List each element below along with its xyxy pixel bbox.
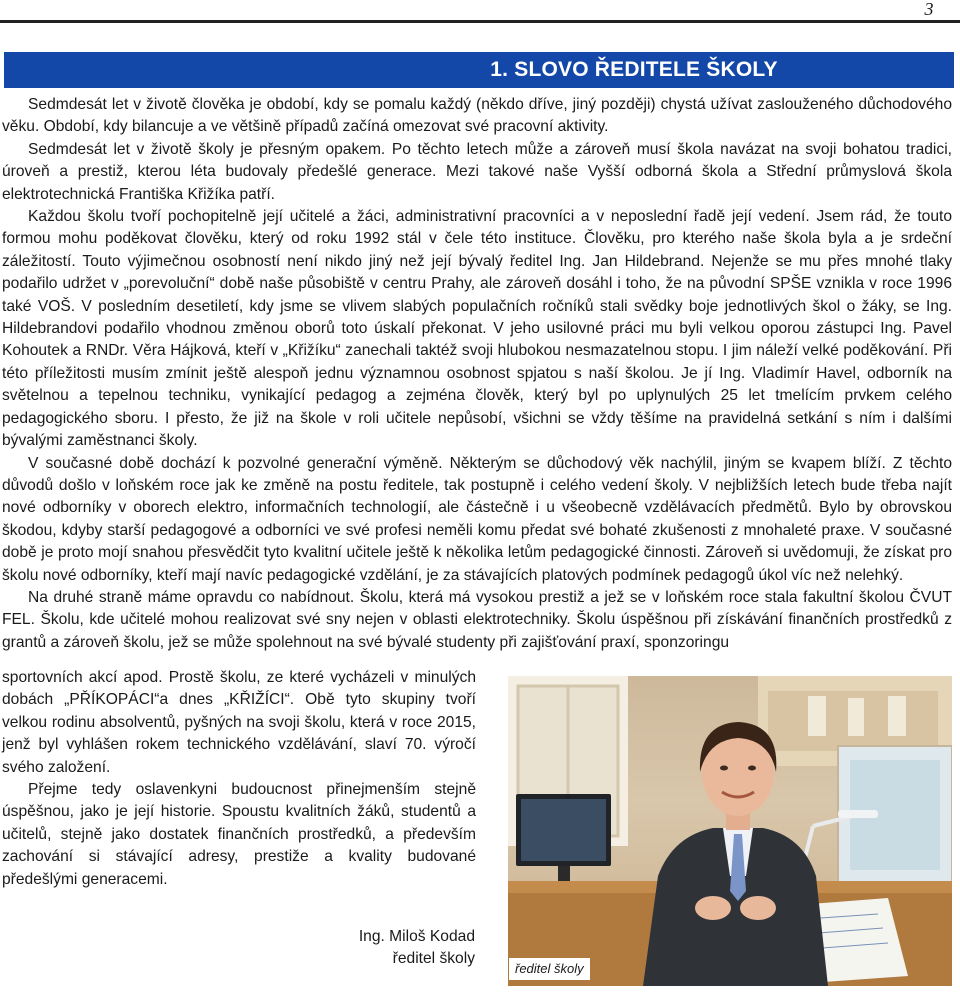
signature-block — [300, 926, 475, 971]
section-title-bar — [4, 52, 954, 88]
page-number: 3 — [924, 0, 934, 19]
paragraph-3: Každou školu tvoří pochopitelně její učitelé a žáci, administrativní pracovníci a v neposlední řadě její vedení. Jsem rád, že touto formou mohu poděkovat člověku, který od roku 1992 stál v čele této instituce. Člověku, pro kterého naše škola byla a je srdeční záležitostí. Touto výjimečnou osobností není nikdo jiný než její bývalý ředitel Ing. Jan Hildebrand. Nejenže se mu přes mnohé tlaky podařilo udržet v „porevoluční“ době naše působiště v centru Prahy, ale zároveň dosáhl i toho, že na původní SPŠE vznikla v roce 1996 také VOŠ. V posledním desetiletí, kdy jsme se vlivem slabých populačních ročníků stali svědky boje jednotlivých škol o žáky, se Ing. Hildebrandovi podařilo vhodnou změnou oborů toto úskalí překonat. V jeho usilovné práci mu byli velkou oporou zástupci Ing. Pavel Kohoutek a RNDr. Věra Hájková, kteří v „Křižíku“ zanechali taktéž svoji hlubokou nesmazatelnou stopu. I jim náleží velké poděkování. Při této příležitosti musím zmínit ještě alespoň jednu významnou osobnost spjatou s naší školou. Je jí Ing. Vladimír Havel, odborník na světelnou a tepelnou techniku, vynikající pedagog a zejména člověk, který byl po uplynulých 25 let tmelícím prvkem celého pedagogického sboru. I přesto, že již na škole v roli učitele nepůsobí, všichni se vždy těšíme na pravidelná setkání s ním i dalšími bývalými zaměstnanci školy. — [2, 208, 952, 450]
paragraph-6: Přejme tedy oslavenkyni budoucnost přinejmenším stejně úspěšnou, jako je její historie. Spoustu kvalitních žáků, studentů a učitelů, stejně jako dostatek finančních prostředků, a především zachování si stávající adresy, prestiže a kvality budované předešlými generacemi. — [2, 781, 476, 888]
signature-role: ředitel školy — [392, 950, 475, 968]
photo-caption: ředitel školy — [509, 958, 590, 980]
paragraph-5: Na druhé straně máme opravdu co nabídnout. Školu, která má vysokou prestiž a jež se v loňském roce stala fakultní školou ČVUT FEL. Školu, kde učitelé mohou realizovat své sny nejen v oblasti elektrotechniky. Školu úspěšnou při získávání finančních prostředků z grantů a zároveň školu, jež se může spolehnout na své bývalé studenty při zajišťování praxí, sponzoringu — [2, 588, 952, 651]
signature-name: Ing. Miloš Kodad — [358, 928, 475, 945]
section-title: 1. SLOVO ŘEDITELE ŠKOLY — [490, 58, 778, 81]
director-photo-illustration — [508, 676, 952, 986]
paragraph-1: Sedmdesát let v životě člověka je období, kdy se pomalu každý (někdo dříve, jiný později) chystá užívat zaslouženého důchodového věku. Období, kdy bilancuje a ve většině případů začíná omezovat své pracovní aktivity. — [2, 96, 952, 136]
article-body — [2, 94, 952, 654]
director-photo — [508, 676, 952, 986]
header-rule — [0, 20, 960, 23]
article-body-continued — [2, 667, 476, 891]
paragraph-4: V současné době dochází k pozvolné generační výměně. Některým se důchodový věk nachýlil, jiným se kvapem blíží. Z těchto důvodů došlo v loňském roce jak ke změně na postu ředitele, tak postupně i celého vedení školy. V nejbližších letech bude třeba najít nové odborníky v oborech elektro, informačních technologií, ale částečně i u všeobecně vzdělávacích předmětů. Bylo by obrovskou škodou, kdyby starší pedagogové a odborníci ve své profesi neměli komu předat své bohaté zkušenosti z mnohaleté praxe. V současné době je proto mojí snahou přesvědčit tyto kvalitní učitele ještě k několika letům pedagogické činnosti. Zároveň si uvědomuji, že získat pro školu nové odborníky, kteří mají navíc pedagogické vzdělání, je za stávajících platových podmínek pedagogů úkol víc než nelehký. — [2, 454, 952, 584]
paragraph-2: Sedmdesát let v životě školy je přesným opakem. Po těchto letech může a zároveň musí škola navázat na svoji bohatou tradici, úroveň a prestiž, kterou léta budovaly předešlé generace. Mezi takové naše Vyšší odborná škola a Střední průmyslová škola elektrotechnická Františka Křižíka patří. — [2, 140, 952, 203]
paragraph-5-continued: sportovních akcí apod. Prostě školu, ze které vycházeli v minulých dobách „PŘÍKOPÁCI“a dnes „KŘIŽÍCI“. Obě tyto skupiny tvoří velkou rodinu absolventů, pyšných na svoji školu, která v roce 2015, jenž byl vyhlášen rokem technického vzdělávání, slaví 70. výročí svého založení. — [2, 669, 476, 776]
